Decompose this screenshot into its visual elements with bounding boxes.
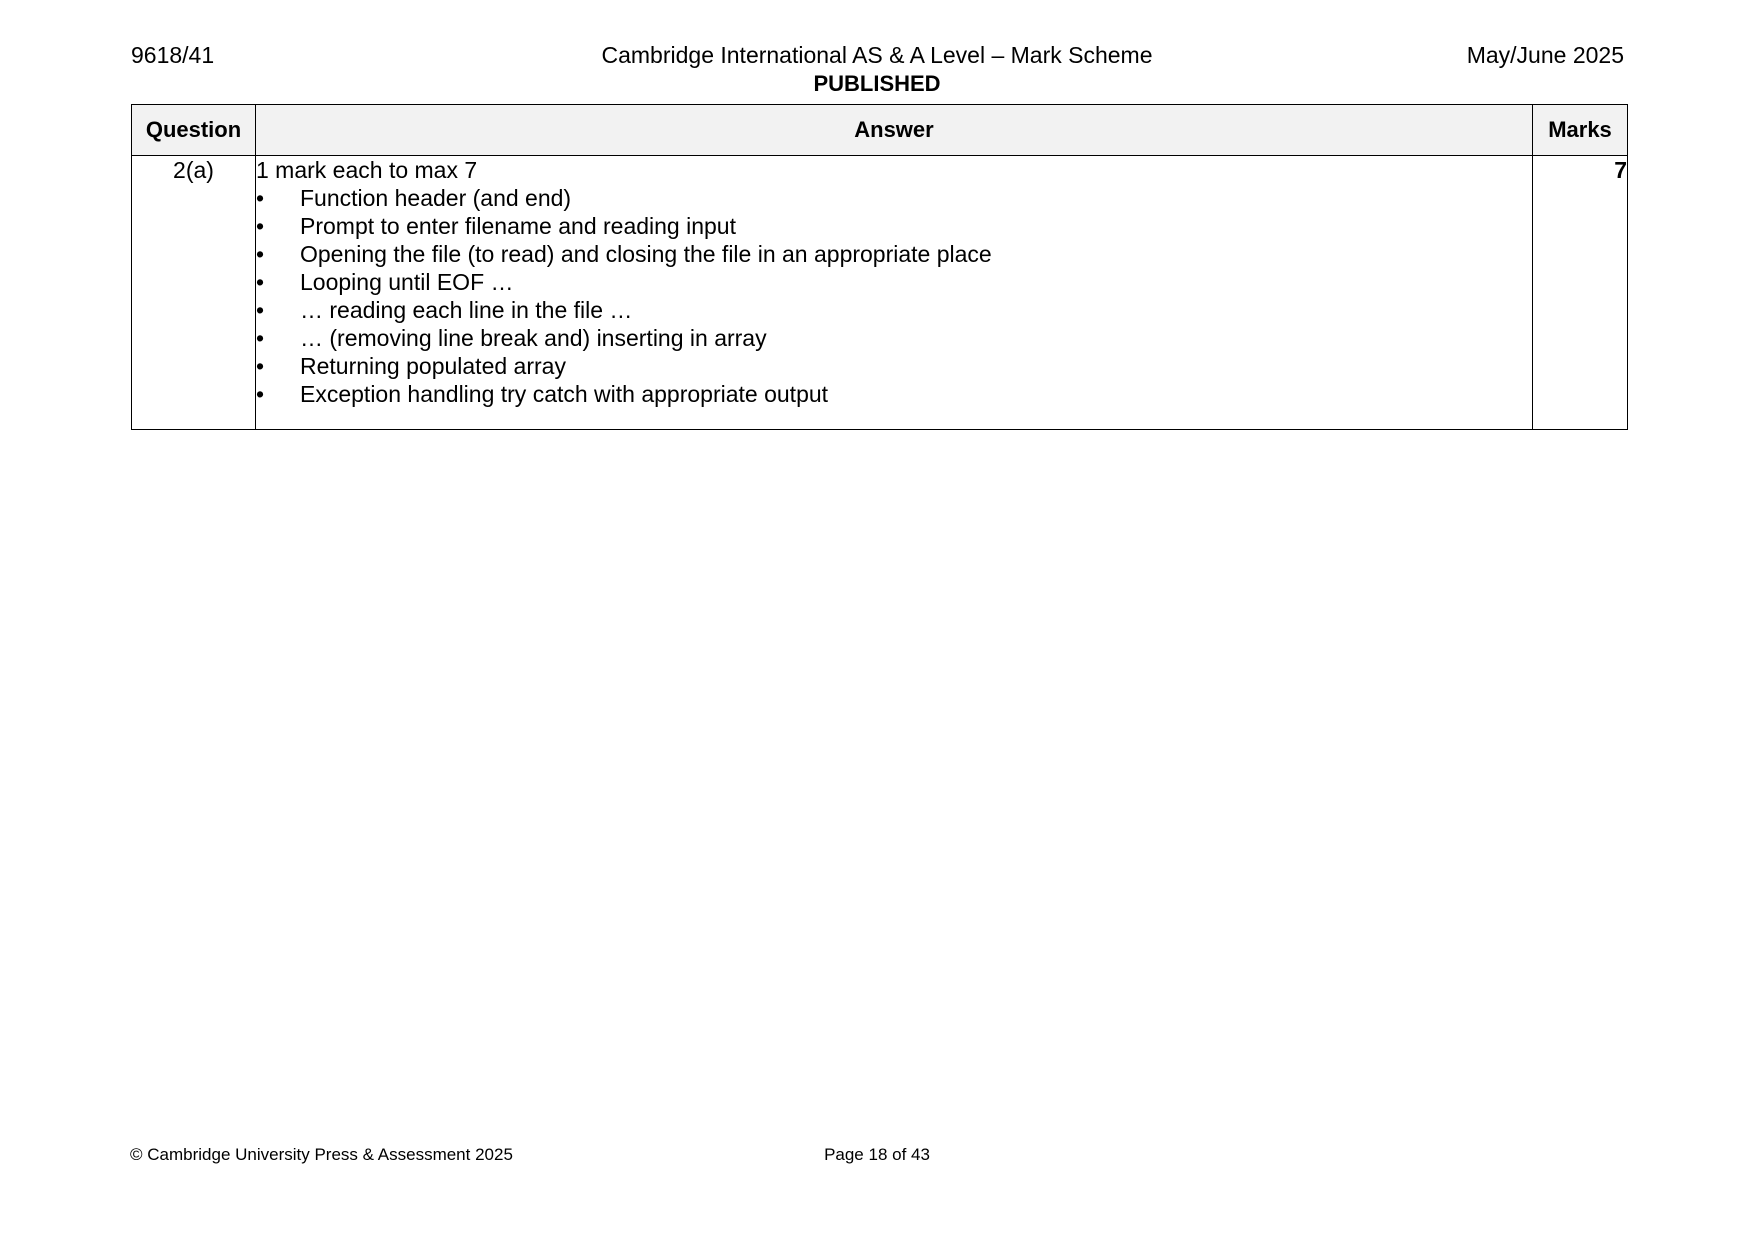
copyright-notice: © Cambridge University Press & Assessment 2025 bbox=[130, 1145, 513, 1164]
marking-points-list bbox=[256, 184, 1532, 408]
marking-point bbox=[256, 268, 1532, 296]
bullet-icon: • bbox=[256, 353, 265, 379]
bullet-icon: • bbox=[256, 213, 265, 239]
marking-point bbox=[256, 380, 1532, 408]
marks-value: 7 bbox=[1533, 156, 1628, 430]
question-number: 2(a) bbox=[132, 156, 256, 430]
answer-cell bbox=[256, 156, 1533, 430]
document-title: Cambridge International AS & A Level – Mark Scheme bbox=[601, 42, 1153, 68]
page-number: Page 18 of 43 bbox=[824, 1145, 930, 1164]
marking-point bbox=[256, 296, 1532, 324]
marking-point bbox=[256, 240, 1532, 268]
column-header-marks: Marks bbox=[1533, 105, 1628, 156]
bullet-icon: • bbox=[256, 185, 265, 211]
bullet-icon: • bbox=[256, 241, 265, 267]
mark-scheme-table bbox=[131, 104, 1628, 430]
column-header-question: Question bbox=[132, 105, 256, 156]
marking-point-text: Returning populated array bbox=[300, 353, 566, 379]
marking-point bbox=[256, 324, 1532, 352]
bullet-icon: • bbox=[256, 269, 265, 295]
marking-point-text: Prompt to enter filename and reading input bbox=[300, 213, 736, 239]
bullet-icon: • bbox=[256, 297, 265, 323]
mark-allocation-intro: 1 mark each to max 7 bbox=[256, 157, 478, 183]
publication-status: PUBLISHED bbox=[813, 71, 941, 96]
marking-point bbox=[256, 184, 1532, 212]
marking-point-text: Function header (and end) bbox=[300, 185, 572, 211]
table-header-row bbox=[132, 105, 1628, 156]
marking-point bbox=[256, 212, 1532, 240]
marking-point-text: Exception handling try catch with appropriate output bbox=[300, 381, 829, 407]
marking-point-text: … reading each line in the file … bbox=[300, 297, 633, 323]
marking-point-text: … (removing line break and) inserting in array bbox=[300, 325, 767, 351]
bullet-icon: • bbox=[256, 381, 265, 407]
marking-point-text: Opening the file (to read) and closing the file in an appropriate place bbox=[300, 241, 992, 267]
column-header-answer: Answer bbox=[256, 105, 1533, 156]
exam-session: May/June 2025 bbox=[1466, 42, 1624, 68]
bullet-icon: • bbox=[256, 325, 265, 351]
table-row bbox=[132, 156, 1628, 430]
marking-point-text: Looping until EOF … bbox=[300, 269, 514, 295]
marking-point bbox=[256, 352, 1532, 380]
paper-code: 9618/41 bbox=[131, 42, 215, 68]
